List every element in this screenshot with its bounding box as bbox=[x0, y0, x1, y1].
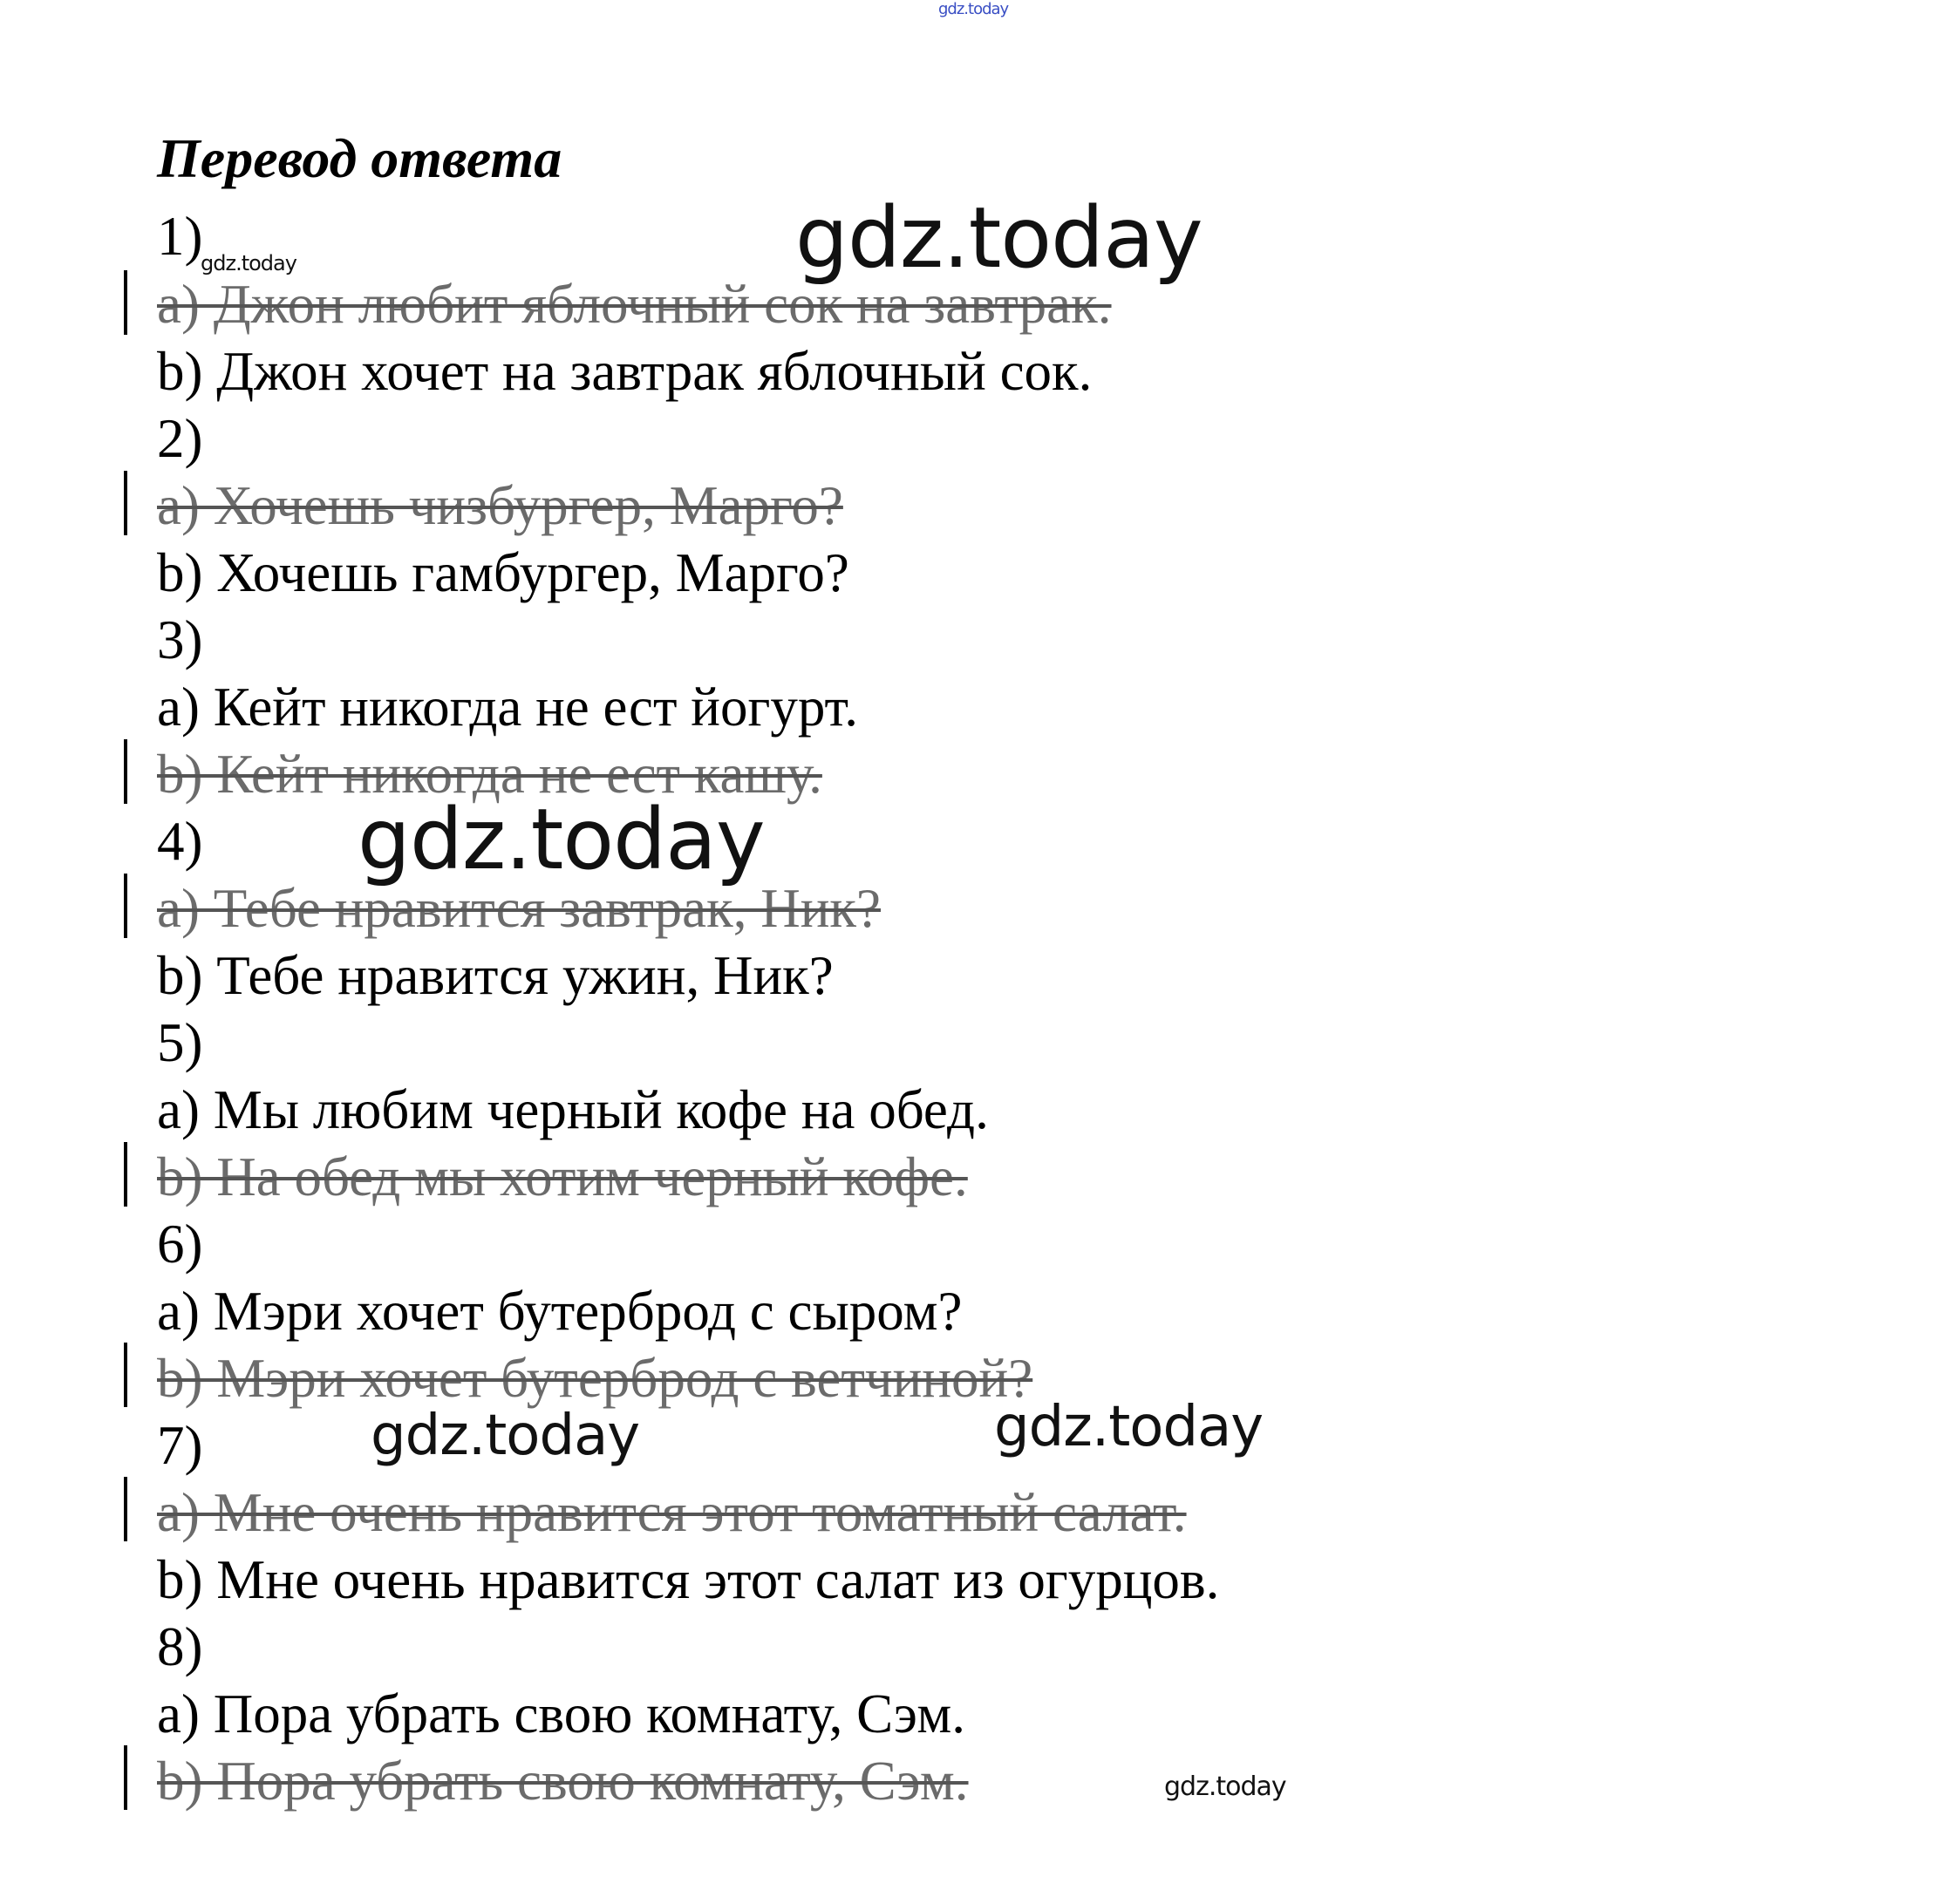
item-4-option-a: a) Тебе нравится завтрак, Ник? bbox=[157, 878, 881, 939]
watermark-medium-1: gdz.today bbox=[371, 1404, 640, 1468]
item-2-option-a: a) Хочешь чизбургер, Марго? bbox=[157, 475, 843, 536]
item-1-option-b: b) Джон хочет на завтрак яблочный сок. bbox=[157, 341, 1093, 402]
watermark-small-2: gdz.today bbox=[1164, 1771, 1286, 1802]
item-5-number: 5) bbox=[157, 1012, 203, 1073]
watermark-small-1: gdz.today bbox=[201, 251, 296, 275]
page-title: Перевод ответа bbox=[157, 127, 562, 189]
item-6-number: 6) bbox=[157, 1214, 203, 1275]
item-8-option-a: a) Пора убрать свою комнату, Сэм. bbox=[157, 1683, 965, 1744]
watermark-large-1: gdz.today bbox=[795, 189, 1203, 287]
watermark-medium-2: gdz.today bbox=[994, 1395, 1264, 1459]
item-5-option-b: b) На обед мы хотим черный кофе. bbox=[157, 1146, 968, 1207]
item-8-margin-bar bbox=[124, 1745, 127, 1810]
item-8-number: 8) bbox=[157, 1616, 203, 1677]
watermark-top: gdz.today bbox=[938, 0, 1009, 18]
item-7-option-b: b) Мне очень нравится этот салат из огурцов. bbox=[157, 1549, 1220, 1610]
item-6-option-a: a) Мэри хочет бутерброд с сыром? bbox=[157, 1281, 963, 1342]
item-8-option-b: b) Пора убрать свою комнату, Сэм. bbox=[157, 1751, 969, 1812]
item-7-margin-bar bbox=[124, 1477, 127, 1541]
watermark-large-2: gdz.today bbox=[358, 791, 765, 888]
item-2-number: 2) bbox=[157, 408, 203, 469]
item-3-margin-bar bbox=[124, 739, 127, 804]
item-7-number: 7) bbox=[157, 1415, 203, 1476]
item-7-option-a: a) Мне очень нравится этот томатный салат. bbox=[157, 1482, 1187, 1543]
item-3-number: 3) bbox=[157, 609, 203, 670]
item-1-margin-bar bbox=[124, 270, 127, 335]
item-1-number: 1) bbox=[157, 206, 203, 267]
item-5-option-a: a) Мы любим черный кофе на обед. bbox=[157, 1079, 989, 1140]
item-6-option-b: b) Мэри хочет бутерброд с ветчиной? bbox=[157, 1348, 1033, 1409]
item-2-option-b: b) Хочешь гамбургер, Марго? bbox=[157, 542, 849, 603]
item-4-number: 4) bbox=[157, 811, 203, 872]
item-2-margin-bar bbox=[124, 471, 127, 535]
item-1-option-a: a) Джон любит яблочный сок на завтрак. bbox=[157, 274, 1112, 335]
item-3-option-b: b) Кейт никогда не ест кашу. bbox=[157, 744, 822, 805]
item-5-margin-bar bbox=[124, 1142, 127, 1207]
item-4-option-b: b) Тебе нравится ужин, Ник? bbox=[157, 945, 834, 1006]
item-3-option-a: a) Кейт никогда не ест йогурт. bbox=[157, 677, 859, 738]
item-4-margin-bar bbox=[124, 874, 127, 938]
item-6-margin-bar bbox=[124, 1343, 127, 1407]
